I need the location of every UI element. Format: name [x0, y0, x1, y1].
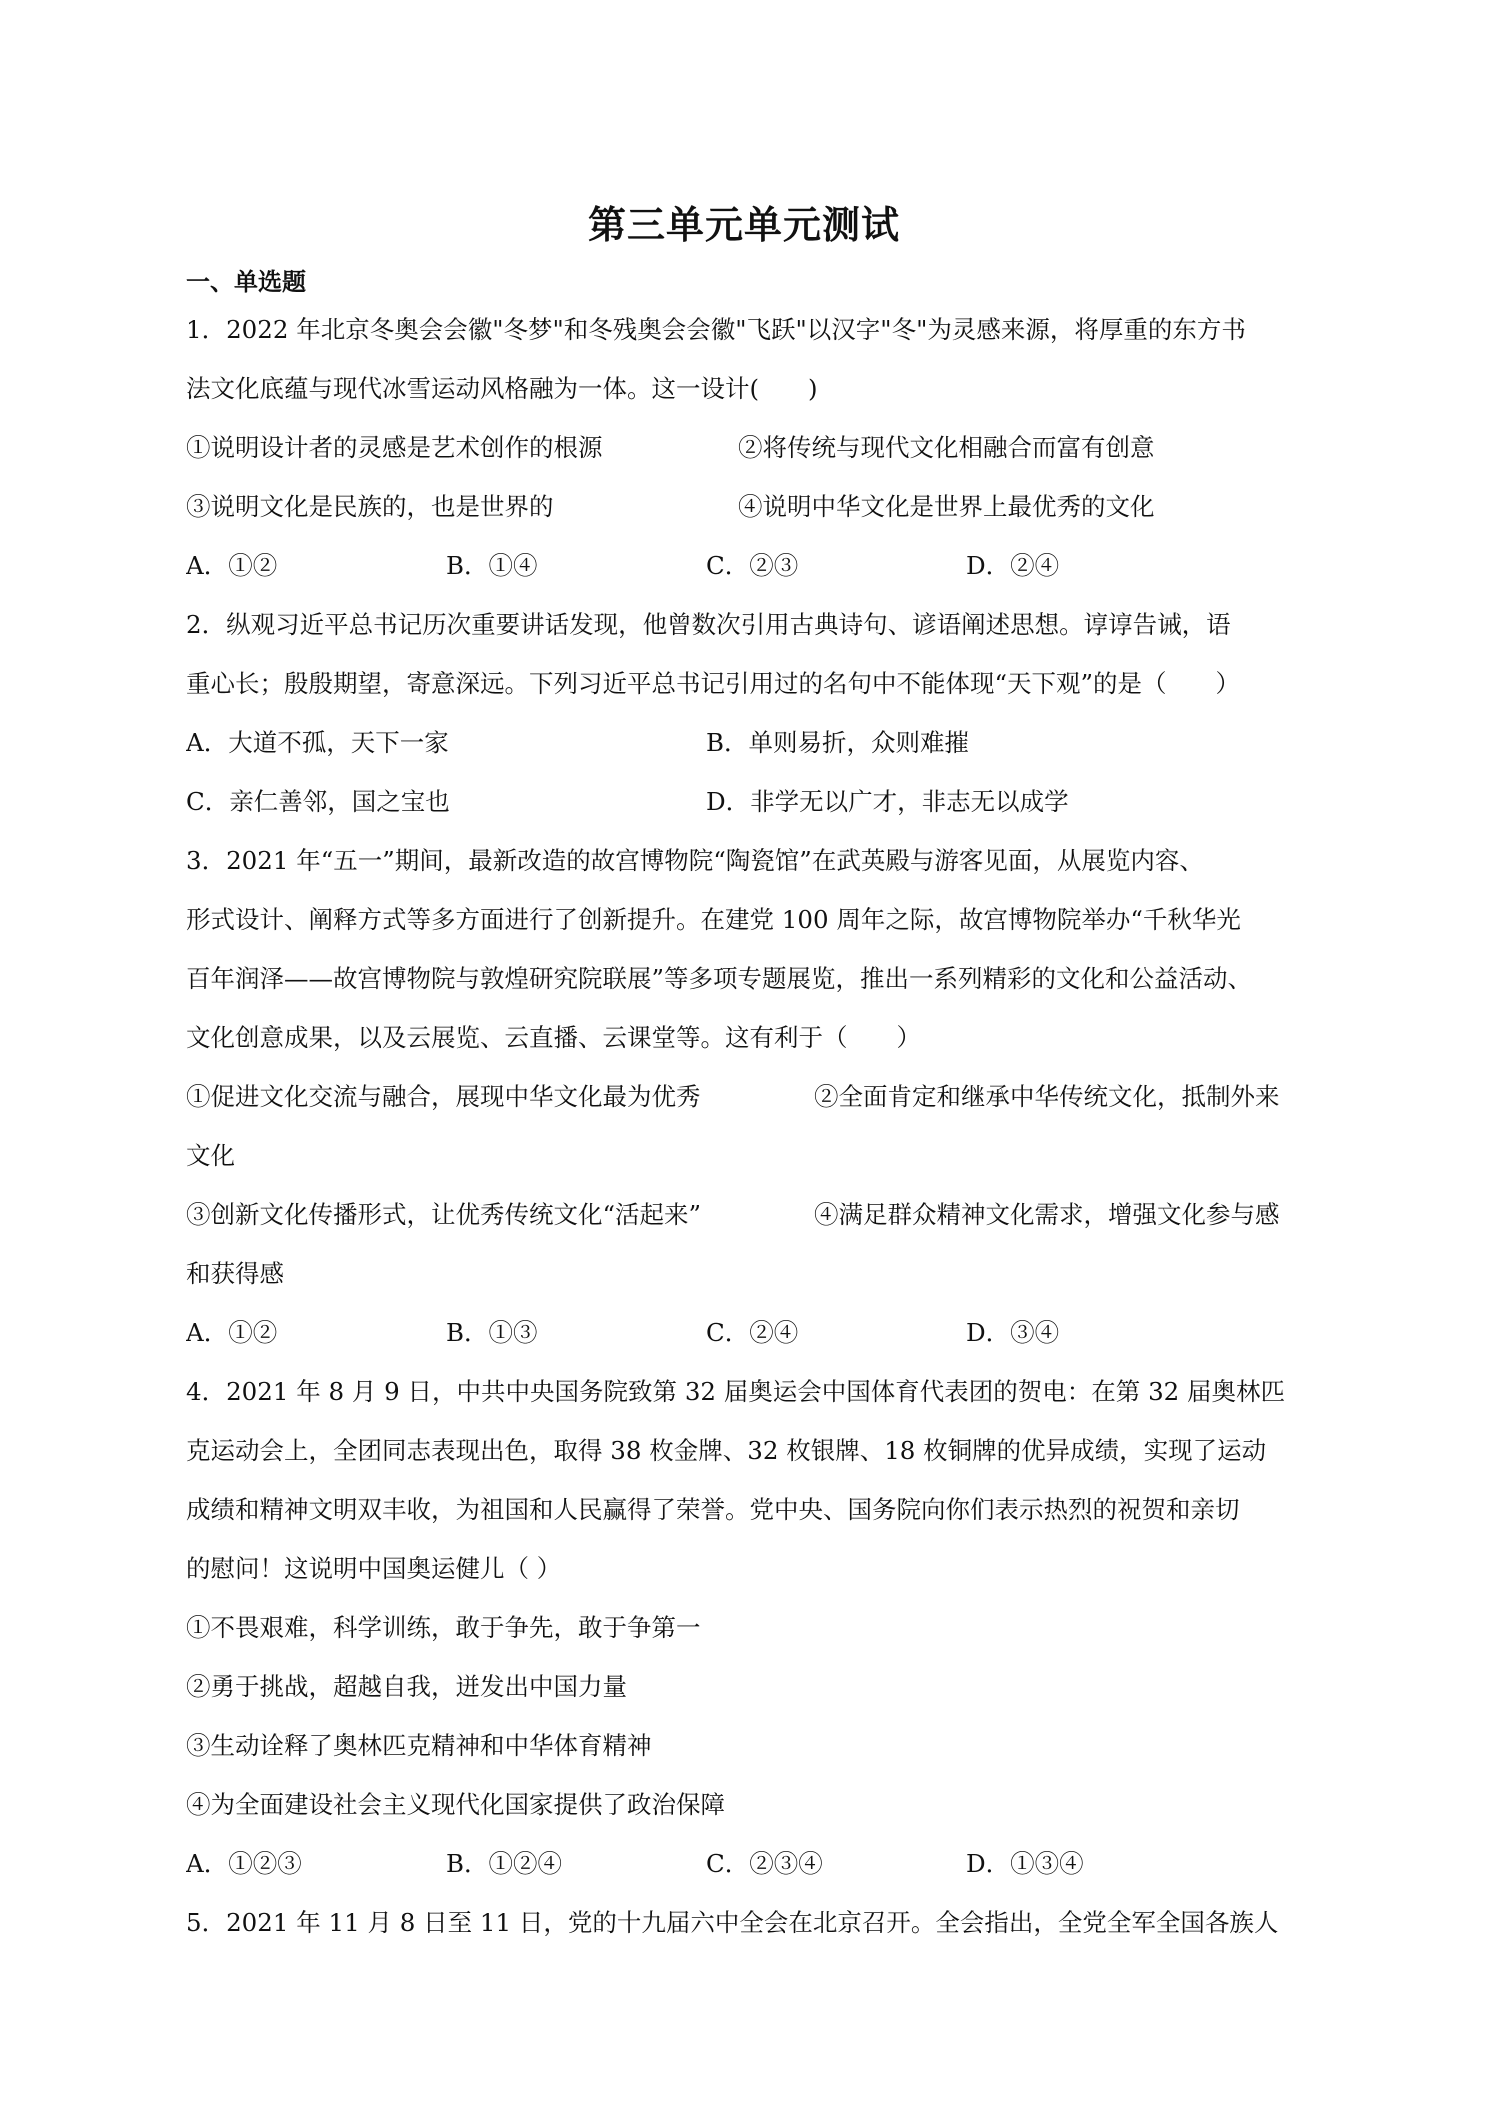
- q4-statement-1: ①不畏艰难，科学训练，敢于争先，敢于争第一: [186, 1613, 701, 1642]
- q1-option-b: B．①④: [446, 551, 538, 580]
- q1-option-a: A．①②: [186, 551, 278, 580]
- q3-options: [186, 1303, 1314, 1362]
- q4-options: [186, 1834, 1314, 1893]
- q2-options-row-1: [186, 713, 1314, 772]
- q5-stem-line-1: 5．2021 年 11 月 8 日至 11 日，党的十九届六中全会在北京召开。全会指出，全党全军全国各族人: [186, 1908, 1279, 1937]
- q1-statements-row-2: [186, 477, 1314, 536]
- page-title: 第三单元单元测试: [587, 203, 900, 247]
- section-heading: 一、单选题: [186, 268, 306, 296]
- q1-statement-2: ②将传统与现代文化相融合而富有创意: [738, 433, 1155, 462]
- q3-statement-2-continued: 文化: [186, 1141, 235, 1170]
- q1-option-d: D．②④: [966, 551, 1060, 580]
- q2-option-a: A．大道不孤，天下一家: [186, 728, 449, 757]
- q1-stem-line-1: 1．2022 年北京冬奥会会徽"冬梦"和冬残奥会会徽"飞跃"以汉字"冬"为灵感来源，将厚重的东方书: [186, 315, 1246, 344]
- q1-statements-row-1: [186, 418, 1314, 477]
- q2-option-d: D．非学无以广才，非志无以成学: [706, 787, 1069, 816]
- q1-statement-4: ④说明中华文化是世界上最优秀的文化: [738, 492, 1155, 521]
- q3-stem-line-3: 百年润泽——故宫博物院与敦煌研究院联展”等多项专题展览，推出一系列精彩的文化和公益活动、: [186, 964, 1253, 993]
- q1-statement-1: ①说明设计者的灵感是艺术创作的根源: [186, 433, 603, 462]
- q4-stem-line-2: 克运动会上，全团同志表现出色，取得 38 枚金牌、32 枚银牌、18 枚铜牌的优异成绩，实现了运动: [186, 1436, 1267, 1465]
- q2-option-b: B．单则易折，众则难摧: [706, 728, 970, 757]
- q2-stem-line-1: 2．纵观习近平总书记历次重要讲话发现，他曾数次引用古典诗句、谚语阐述思想。谆谆告诫，语: [186, 610, 1231, 639]
- q3-statements-row-2: [186, 1185, 1314, 1244]
- q3-statement-4-continued: 和获得感: [186, 1259, 284, 1288]
- q3-statement-3: ③创新文化传播形式，让优秀传统文化“活起来”: [186, 1200, 702, 1229]
- q4-stem-line-4: 的慰问！这说明中国奥运健儿（ ）: [186, 1554, 562, 1583]
- q3-option-c: C．②④: [706, 1318, 799, 1347]
- q2-options-row-2: [186, 772, 1314, 831]
- q2-stem-line-2: 重心长；殷殷期望，寄意深远。下列习近平总书记引用过的名句中不能体现“天下观”的是（ ）: [186, 669, 1241, 698]
- q3-statement-1: ①促进文化交流与融合，展现中华文化最为优秀: [186, 1082, 701, 1111]
- q4-statement-2: ②勇于挑战，超越自我，迸发出中国力量: [186, 1672, 627, 1701]
- q4-option-b: B．①②④: [446, 1849, 563, 1878]
- q2-option-c: C．亲仁善邻，国之宝也: [186, 787, 450, 816]
- q4-stem-line-1: 4．2021 年 8 月 9 日，中共中央国务院致第 32 届奥运会中国体育代表团的贺电：在第 32 届奥林匹: [186, 1377, 1286, 1406]
- q3-stem-line-2: 形式设计、阐释方式等多方面进行了创新提升。在建党 100 周年之际，故宫博物院举办“千秋华光: [186, 905, 1241, 934]
- q4-statement-3: ③生动诠释了奥林匹克精神和中华体育精神: [186, 1731, 652, 1760]
- q3-stem-line-4: 文化创意成果，以及云展览、云直播、云课堂等。这有利于（ ）: [186, 1023, 921, 1052]
- question-list: [186, 300, 1314, 1952]
- q3-statement-4: ④满足群众精神文化需求，增强文化参与感: [814, 1200, 1280, 1229]
- q1-statement-3: ③说明文化是民族的，也是世界的: [186, 492, 554, 521]
- q1-stem-line-2: 法文化底蕴与现代冰雪运动风格融为一体。这一设计( ): [186, 374, 818, 403]
- q3-option-b: B．①③: [446, 1318, 538, 1347]
- q3-option-a: A．①②: [186, 1318, 278, 1347]
- q3-statements-row-1: [186, 1067, 1314, 1126]
- q3-stem-line-1: 3．2021 年“五一”期间，最新改造的故宫博物院“陶瓷馆”在武英殿与游客见面，从展览内容、: [186, 846, 1204, 875]
- q3-statement-2: ②全面肯定和继承中华传统文化，抵制外来: [814, 1082, 1280, 1111]
- q4-stem-line-3: 成绩和精神文明双丰收，为祖国和人民赢得了荣誉。党中央、国务院向你们表示热烈的祝贺和亲切: [186, 1495, 1240, 1524]
- q4-statement-4: ④为全面建设社会主义现代化国家提供了政治保障: [186, 1790, 725, 1819]
- q4-option-a: A．①②③: [186, 1849, 302, 1878]
- q4-option-d: D．①③④: [966, 1849, 1084, 1878]
- q1-option-c: C．②③: [706, 551, 799, 580]
- q1-options: [186, 536, 1314, 595]
- q4-option-c: C．②③④: [706, 1849, 823, 1878]
- q3-option-d: D．③④: [966, 1318, 1060, 1347]
